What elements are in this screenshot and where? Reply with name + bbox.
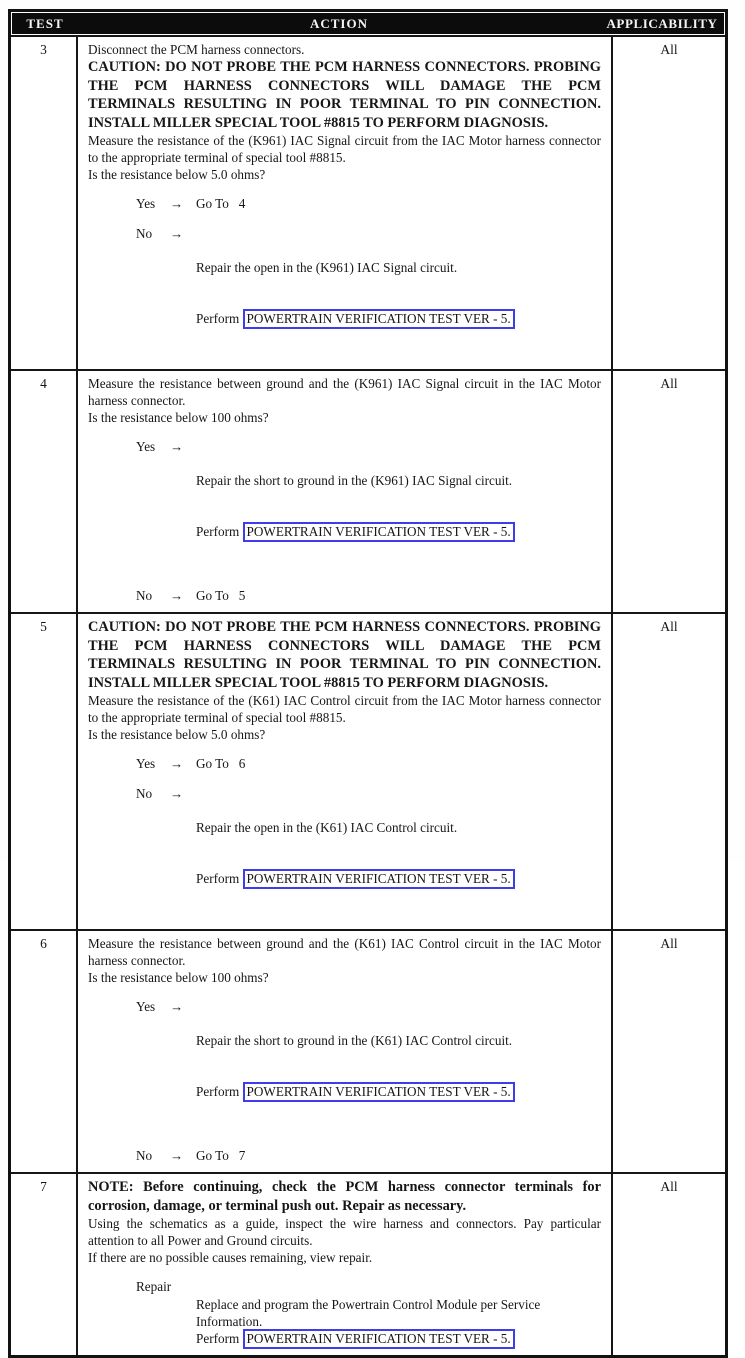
test-number: 4 (11, 371, 78, 612)
question-text: Is the resistance below 100 ohms? (88, 970, 269, 985)
test-number: 3 (11, 37, 78, 369)
perform-line (196, 870, 601, 887)
branch-list (88, 438, 601, 604)
branch-repair (136, 1278, 601, 1295)
branch-result: Go To 7 (196, 1148, 246, 1163)
table-row-test-3 (11, 35, 725, 369)
action-text: Using the schematics as a guide, inspect the wire harness and connectors. Pay particular attention to all Power and Ground circuits. (88, 1216, 601, 1248)
note-text: NOTE: Before continuing, check the PCM harness connector terminals for corrosion, damage, or terminal push out. Repair as necessary. (88, 1179, 601, 1214)
branch-list (88, 1278, 601, 1347)
column-header-action: ACTION (309, 15, 368, 31)
perform-label: Perform (196, 1084, 240, 1099)
branch-no (136, 587, 601, 604)
applicability-value: All (660, 42, 678, 57)
branch-yes (136, 438, 601, 574)
perform-label: Perform (196, 871, 240, 886)
perform-line (196, 523, 601, 540)
table-row-test-4 (11, 369, 725, 612)
branch-result (196, 225, 601, 361)
question-text: Is the resistance below 5.0 ohms? (88, 167, 266, 182)
perform-line (196, 310, 601, 327)
table-header (12, 13, 724, 34)
arrow-right-icon: → (170, 226, 184, 241)
test-number: 5 (11, 614, 78, 929)
caution-text: CAUTION: DO NOT PROBE THE PCM HARNESS CONNECTORS. PROBING THE PCM HARNESS CONNECTORS WILL DAMAGE THE PCM TERMINALS RESULTING IN POOR TERMINAL TO PIN CONNECTION. INSTALL MILLER SPECIAL TOOL #8815 TO PERFORM DIAGNOSIS. (88, 59, 601, 131)
arrow-right-icon: → (170, 439, 184, 454)
powertrain-verification-test-link[interactable]: POWERTRAIN VERIFICATION TEST VER - 5. (243, 1082, 515, 1102)
arrow-right-icon: → (170, 588, 184, 603)
perform-label: Perform (196, 1331, 240, 1346)
branch-result: Go To 4 (196, 196, 246, 211)
branch-yes (136, 998, 601, 1134)
branch-label: No (136, 1148, 153, 1163)
action-cell (78, 37, 613, 369)
branch-label: Yes (136, 196, 156, 211)
branch-list (88, 998, 601, 1164)
powertrain-verification-test-link[interactable]: POWERTRAIN VERIFICATION TEST VER - 5. (243, 1329, 515, 1349)
branch-label: No (136, 786, 153, 801)
branch-result-text: Replace and program the Powertrain Control Module per Service Information. (196, 1297, 541, 1329)
branch-result: Go To 5 (196, 588, 246, 603)
branch-no (136, 225, 601, 361)
action-text: Measure the resistance of the (K961) IAC Signal circuit from the IAC Motor harness connector to the appropriate terminal of special tool #8815. (88, 133, 601, 165)
question-text: Is the resistance below 5.0 ohms? (88, 727, 266, 742)
powertrain-verification-test-link[interactable]: POWERTRAIN VERIFICATION TEST VER - 5. (243, 522, 515, 542)
table-row-test-5 (11, 612, 725, 929)
action-cell (78, 931, 613, 1172)
branch-yes (136, 195, 601, 212)
branch-result-text: Repair the short to ground in the (K61) IAC Control circuit. (196, 1033, 513, 1048)
action-cell (78, 614, 613, 929)
action-cell (78, 1174, 613, 1355)
branch-list (88, 195, 601, 361)
branch-result-text: Repair the open in the (K61) IAC Control circuit. (196, 820, 458, 835)
branch-label: No (136, 226, 153, 241)
branch-label: Yes (136, 999, 156, 1014)
column-header-applicability: APPLICABILITY (606, 15, 718, 31)
applicability-value: All (660, 619, 678, 634)
arrow-right-icon: → (170, 999, 184, 1014)
column-header-test: TEST (26, 15, 64, 31)
action-text: Disconnect the PCM harness connectors. (88, 42, 305, 57)
powertrain-verification-test-link[interactable]: POWERTRAIN VERIFICATION TEST VER - 5. (243, 869, 515, 889)
branch-no (136, 1147, 601, 1164)
table-row-test-7 (11, 1172, 725, 1355)
branch-result (196, 785, 601, 921)
action-cell (78, 371, 613, 612)
action-text: If there are no possible causes remaining, view repair. (88, 1250, 373, 1265)
branch-result (196, 438, 601, 574)
branch-result (196, 998, 601, 1134)
arrow-right-icon: → (170, 756, 184, 771)
question-text: Is the resistance below 100 ohms? (88, 410, 269, 425)
applicability-value: All (660, 936, 678, 951)
test-number: 7 (11, 1174, 78, 1355)
diagnostic-test-table (8, 9, 728, 1358)
table-row-test-6 (11, 929, 725, 1172)
branch-yes (136, 755, 601, 772)
perform-label: Perform (196, 311, 240, 326)
arrow-right-icon: → (170, 786, 184, 801)
repair-result (196, 1296, 601, 1347)
branch-no (136, 785, 601, 921)
action-text: Measure the resistance between ground and the (K61) IAC Control circuit in the IAC Motor harness connector. (88, 936, 601, 968)
branch-label: No (136, 588, 153, 603)
branch-result-text: Repair the short to ground in the (K961) IAC Signal circuit. (196, 473, 513, 488)
perform-line (196, 1330, 601, 1347)
perform-line (196, 1083, 601, 1100)
branch-label: Repair (136, 1279, 172, 1294)
branch-list (88, 755, 601, 921)
perform-label: Perform (196, 524, 240, 539)
branch-result: Go To 6 (196, 756, 246, 771)
branch-label: Yes (136, 439, 156, 454)
arrow-right-icon: → (170, 196, 184, 211)
powertrain-verification-test-link[interactable]: POWERTRAIN VERIFICATION TEST VER - 5. (243, 309, 515, 329)
applicability-value: All (660, 376, 678, 391)
action-text: Measure the resistance between ground and the (K961) IAC Signal circuit in the IAC Motor harness connector. (88, 376, 601, 408)
branch-label: Yes (136, 756, 156, 771)
test-number: 6 (11, 931, 78, 1172)
caution-text: CAUTION: DO NOT PROBE THE PCM HARNESS CONNECTORS. PROBING THE PCM HARNESS CONNECTORS WILL DAMAGE THE PCM TERMINALS RESULTING IN POOR TERMINAL TO PIN CONNECTION. INSTALL MILLER SPECIAL TOOL #8815 TO PERFORM DIAGNOSIS. (88, 619, 601, 691)
arrow-right-icon: → (170, 1148, 184, 1163)
action-text: Measure the resistance of the (K61) IAC Control circuit from the IAC Motor harness connector to the appropriate terminal of special tool #8815. (88, 693, 601, 725)
branch-result-text: Repair the open in the (K961) IAC Signal circuit. (196, 260, 458, 275)
applicability-value: All (660, 1179, 678, 1194)
